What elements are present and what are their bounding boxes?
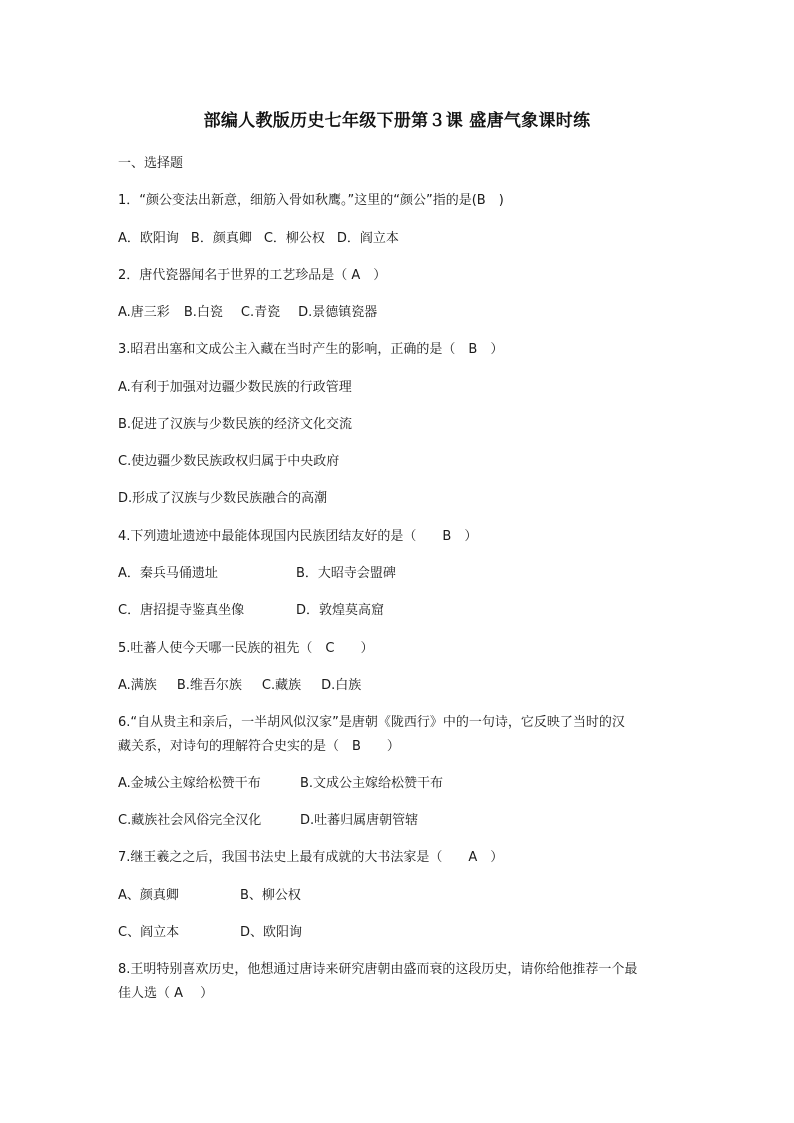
question-1-stem: 1．“颜公变法出新意，细筋入骨如秋鹰。”这里的“颜公”指的是(B ) xyxy=(118,193,504,208)
question-3-option-c: C.使边疆少数民族政权归属于中央政府 xyxy=(118,454,340,469)
question-2-option-c: C.青瓷 xyxy=(240,305,281,320)
question-6-option-d: D.吐蕃归属唐朝管辖 xyxy=(300,813,419,828)
question-6-option-a: A.金城公主嫁给松赞干布 xyxy=(118,776,261,791)
document-title: 部编人教版历史七年级下册第３课 盛唐气象课时练 xyxy=(203,111,591,131)
question-3-option-b: B.促进了汉族与少数民族的经济文化交流 xyxy=(118,417,353,432)
question-2-option-a: A.唐三彩 xyxy=(118,305,170,320)
question-2-options xyxy=(118,304,377,322)
question-1-option-b: B．颜真卿 xyxy=(190,231,252,246)
question-1-option-d: D．阎立本 xyxy=(336,231,399,246)
question-4-option-b: B．大昭寺会盟碑 xyxy=(296,566,396,581)
question-7-option-b: B、柳公权 xyxy=(240,888,301,903)
question-1-option-a: A．欧阳询 xyxy=(118,231,179,246)
question-5-option-d: D.白族 xyxy=(321,678,362,693)
question-2-stem: 2．唐代瓷器闻名于世界的工艺珍品是（ A ） xyxy=(118,268,387,283)
question-8-stem-line-1: 8.王明特别喜欢历史，他想通过唐诗来研究唐朝由盛而衰的这段历史，请你给他推荐一个最 xyxy=(118,962,638,977)
question-6-option-c: C.藏族社会风俗完全汉化 xyxy=(118,813,262,828)
question-5-option-b: B.维吾尔族 xyxy=(176,678,242,693)
question-2-option-b: B.白瓷 xyxy=(183,305,223,320)
question-7-option-c: C、阎立本 xyxy=(118,925,180,940)
question-4-option-d: D．敦煌莫高窟 xyxy=(296,603,385,618)
question-4-stem: 4.下列遗址遗迹中最能体现国内民族团结友好的是（ B ） xyxy=(118,529,478,544)
question-6-option-b: B.文成公主嫁给松赞干布 xyxy=(300,776,444,791)
question-4-option-c: C．唐招提寺鉴真坐像 xyxy=(118,603,245,618)
question-1-option-c: C．柳公权 xyxy=(263,231,325,246)
question-8-stem-line-2: 佳人选（ A ） xyxy=(118,986,214,1001)
question-1-options xyxy=(118,230,399,248)
question-6-stem-line-2: 藏关系，对诗句的理解符合史实的是（ B ） xyxy=(118,739,400,754)
question-5-option-a: A.满族 xyxy=(118,678,157,693)
question-6-stem-line-1: 6.“自从贵主和亲后，一半胡风似汉家”是唐朝《陇西行》中的一句诗，它反映了当时的汉 xyxy=(118,715,625,730)
question-3-option-d: D.形成了汉族与少数民族融合的高潮 xyxy=(118,491,328,506)
question-7-stem: 7.继王羲之之后，我国书法史上最有成就的大书法家是（ A ） xyxy=(118,850,504,865)
question-7-option-d: D、欧阳询 xyxy=(240,925,303,940)
section-heading: 一、选择题 xyxy=(118,156,184,171)
question-2-option-d: D.景德镇瓷器 xyxy=(298,305,378,320)
question-5-option-c: C.藏族 xyxy=(261,678,302,693)
question-3-stem: 3.昭君出塞和文成公主入藏在当时产生的影响，正确的是（ B ） xyxy=(118,342,504,357)
question-5-stem: 5.吐蕃人使今天哪一民族的祖先（ C ） xyxy=(118,641,374,656)
question-3-option-a: A.有利于加强对边疆少数民族的行政管理 xyxy=(118,380,352,395)
question-4-option-a: A．秦兵马俑遗址 xyxy=(118,566,218,581)
question-5-options xyxy=(118,677,361,695)
question-7-option-a: A、颜真卿 xyxy=(118,888,179,903)
